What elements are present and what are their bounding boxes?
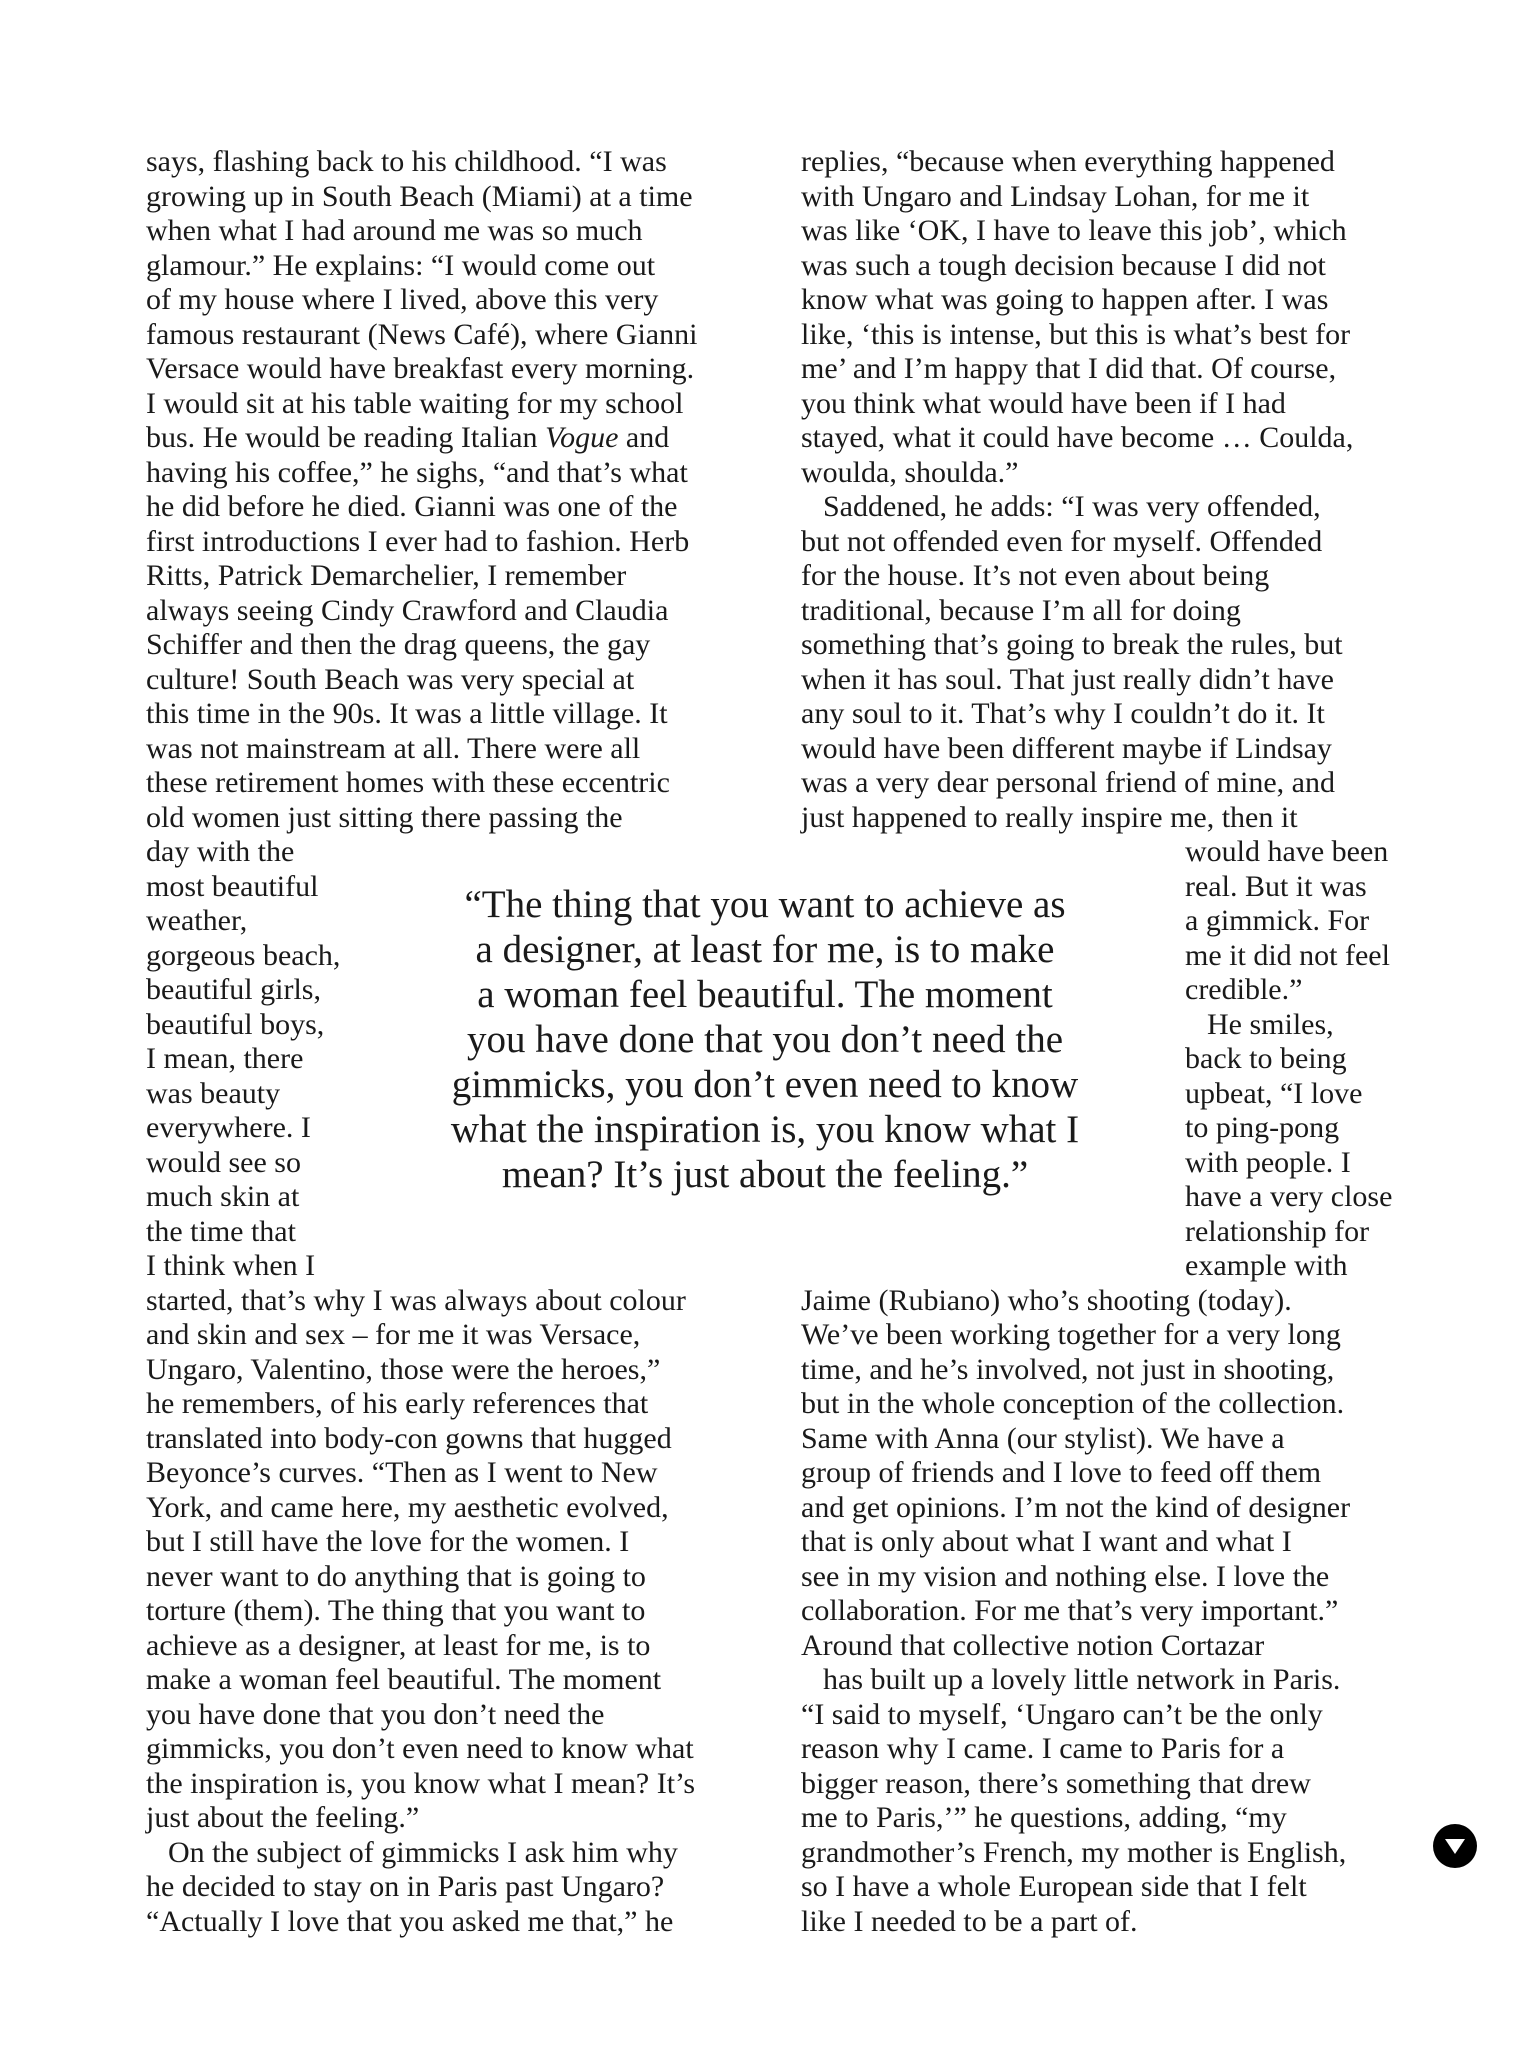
pull-quote-line: gimmicks, you don’t even need to know <box>451 1063 1079 1106</box>
article-line: would have been different maybe if Lindsay <box>801 731 1332 765</box>
article-line: I think when I <box>146 1249 316 1282</box>
article-line: time, and he’s involved, not just in shooting, <box>801 1352 1335 1386</box>
article-line: and skin and sex – for me it was Versace, <box>146 1318 641 1351</box>
italic-title: Vogue <box>545 421 619 454</box>
article-line: was beauty <box>146 1076 281 1110</box>
article-line: back to being <box>1185 1042 1347 1075</box>
article-line: like I needed to be a part of. <box>801 1904 1138 1938</box>
article-line: On the subject of gimmicks I ask him why <box>168 1835 678 1869</box>
article-line: day with the <box>146 835 295 868</box>
article-line: bigger reason, there’s something that drew <box>801 1766 1311 1800</box>
article-line: me to Paris,’” he questions, adding, “my <box>801 1801 1287 1834</box>
article-line: beautiful girls, <box>146 973 321 1006</box>
article-line: was a very dear personal friend of mine, and <box>801 766 1335 799</box>
article-line: was such a tough decision because I did not <box>801 248 1326 282</box>
article-line: growing up in South Beach (Miami) at a time <box>146 179 693 213</box>
article-line: glamour.” He explains: “I would come out <box>146 248 656 282</box>
article-line: gimmicks, you don’t even need to know what <box>146 1732 694 1765</box>
article-line: has built up a lovely little network in Paris. <box>823 1663 1341 1696</box>
article-line: with Ungaro and Lindsay Lohan, for me it <box>801 179 1310 213</box>
article-line: having his coffee,” he sighs, “and that’s what <box>146 455 688 489</box>
article-line: that is only about what I want and what I <box>801 1525 1292 1558</box>
article-line: so I have a whole European side that I felt <box>801 1870 1307 1903</box>
article-line: but not offended even for myself. Offended <box>801 524 1323 558</box>
article-line: “I said to myself, ‘Ungaro can’t be the only <box>801 1697 1323 1731</box>
article-line: everywhere. I <box>146 1111 311 1144</box>
article-line: We’ve been working together for a very long <box>801 1318 1341 1351</box>
article-line: York, and came here, my aesthetic evolved, <box>146 1490 669 1524</box>
article-line: was like ‘OK, I have to leave this job’, which <box>801 214 1347 247</box>
article-line: started, that’s why I was always about colour <box>146 1283 686 1317</box>
article-line: a gimmick. For <box>1185 904 1370 937</box>
article-line: credible.” <box>1185 973 1303 1006</box>
article-line: but in the whole conception of the collection. <box>801 1387 1345 1420</box>
article-line: Ungaro, Valentino, those were the heroes,” <box>146 1352 661 1386</box>
article-line: never want to do anything that is going to <box>146 1559 646 1593</box>
article-line: would have been <box>1185 835 1389 868</box>
article-line: relationship for <box>1185 1214 1370 1248</box>
article-line: Versace would have breakfast every morning. <box>146 352 695 385</box>
article-line: he decided to stay on in Paris past Ungaro? <box>146 1870 665 1903</box>
scroll-down-button[interactable] <box>1433 1824 1477 1868</box>
article-line: me’ and I’m happy that I did that. Of course, <box>801 352 1337 385</box>
article-line: he did before he died. Gianni was one of the <box>146 490 678 523</box>
article-line: the time that <box>146 1214 296 1248</box>
article-line: Around that collective notion Cortazar <box>801 1628 1265 1662</box>
article-line: something that’s going to break the rules, but <box>801 628 1343 661</box>
article-line: stayed, what it could have become … Coulda, <box>801 421 1354 454</box>
article-line: translated into body-con gowns that hugged <box>146 1421 672 1455</box>
article-line: famous restaurant (News Café), where Gianni <box>146 317 698 351</box>
article-line: collaboration. For me that’s very important.” <box>801 1594 1339 1627</box>
pull-quote-line: a woman feel beautiful. The moment <box>477 973 1053 1016</box>
article-line: grandmother’s French, my mother is English, <box>801 1835 1347 1869</box>
article-line: example with <box>1185 1249 1348 1282</box>
article-line: just happened to really inspire me, then it <box>801 800 1298 834</box>
article-line: “Actually I love that you asked me that,” he <box>146 1904 674 1938</box>
article-line: to ping-pong <box>1185 1111 1340 1144</box>
article-line: Beyonce’s curves. “Then as I went to New <box>146 1456 658 1489</box>
article-line: much skin at <box>146 1180 300 1213</box>
article-line: have a very close <box>1185 1180 1393 1213</box>
article-line: this time in the 90s. It was a little village. It <box>146 697 668 730</box>
article-line: Same with Anna (our stylist). We have a <box>801 1421 1285 1455</box>
article-line: says, flashing back to his childhood. “I was <box>146 145 667 178</box>
article-line: gorgeous beach, <box>146 938 341 972</box>
article-line: but I still have the love for the women. I <box>146 1525 630 1558</box>
pull-quote-line: mean? It’s just about the feeling.” <box>501 1153 1029 1196</box>
article-line: always seeing Cindy Crawford and Claudia <box>146 593 669 627</box>
article-line: with people. I <box>1185 1145 1351 1179</box>
article-line: like, ‘this is intense, but this is what’s best for <box>801 317 1351 351</box>
article-line: for the house. It’s not even about being <box>801 559 1270 592</box>
article-line: see in my vision and nothing else. I love the <box>801 1559 1330 1593</box>
article-line: know what was going to happen after. I was <box>801 283 1329 316</box>
pull-quote-line: “The thing that you want to achieve as <box>464 883 1066 926</box>
article-line: traditional, because I’m all for doing <box>801 593 1241 627</box>
article-line: when what I had around me was so much <box>146 214 643 247</box>
article-line: these retirement homes with these eccentric <box>146 766 670 799</box>
article-line: any soul to it. That’s why I couldn’t do it. It <box>801 697 1325 730</box>
pull-quote <box>420 882 1110 1197</box>
article-line: I would sit at his table waiting for my school <box>146 386 684 420</box>
article-line: real. But it was <box>1185 869 1367 903</box>
article-line: me it did not feel <box>1185 938 1390 972</box>
pull-quote-line: a designer, at least for me, is to make <box>475 928 1055 971</box>
article-line: would see so <box>146 1145 301 1179</box>
article-line: culture! South Beach was very special at <box>146 662 635 696</box>
article-line: you have done that you don’t need the <box>146 1697 605 1731</box>
article-line: replies, “because when everything happened <box>801 145 1335 178</box>
article-line: was not mainstream at all. There were all <box>146 731 641 765</box>
pull-quote-line: you have done that you don’t need the <box>466 1018 1064 1061</box>
article-line: he remembers, of his early references that <box>146 1387 649 1420</box>
article-line: make a woman feel beautiful. The moment <box>146 1663 662 1696</box>
article-line: you think what would have been if I had <box>801 386 1286 420</box>
article-line: I mean, there <box>146 1042 304 1075</box>
article-line: beautiful boys, <box>146 1007 325 1041</box>
article-line: the inspiration is, you know what I mean? It’s <box>146 1766 696 1800</box>
article-line: first introductions I ever had to fashion. Herb <box>146 524 690 558</box>
article-line: and get opinions. I’m not the kind of designer <box>801 1490 1351 1524</box>
article-line: Ritts, Patrick Demarchelier, I remember <box>146 559 627 592</box>
article-line: Jaime (Rubiano) who’s shooting (today). <box>801 1283 1292 1317</box>
article-line: most beautiful <box>146 869 319 903</box>
article-line: group of friends and I love to feed off them <box>801 1456 1322 1489</box>
article-line: old women just sitting there passing the <box>146 800 623 834</box>
article-line: just about the feeling.” <box>146 1801 420 1834</box>
article-line: reason why I came. I came to Paris for a <box>801 1732 1285 1765</box>
pull-quote-line: what the inspiration is, you know what I <box>450 1108 1080 1151</box>
article-line: torture (them). The thing that you want to <box>146 1594 646 1627</box>
article-line: bus. He would be reading Italian Vogue and <box>146 421 670 454</box>
article-line: when it has soul. That just really didn’t have <box>801 662 1334 696</box>
article-line: Schiffer and then the drag queens, the gay <box>146 628 651 661</box>
article-line: He smiles, <box>1207 1007 1334 1041</box>
article-line: achieve as a designer, at least for me, is to <box>146 1628 651 1662</box>
article-line: Saddened, he adds: “I was very offended, <box>823 490 1321 523</box>
article-line: upbeat, “I love <box>1185 1076 1363 1110</box>
article-line: of my house where I lived, above this very <box>146 283 659 316</box>
article-line: woulda, shoulda.” <box>801 455 1019 489</box>
article-line: weather, <box>146 904 248 937</box>
